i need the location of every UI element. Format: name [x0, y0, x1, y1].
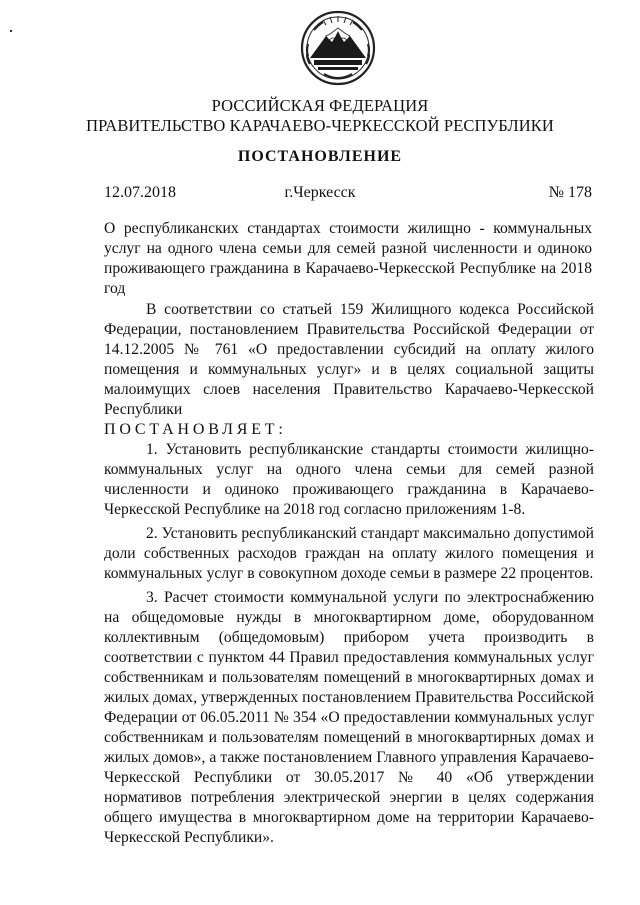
- item-paragraph-1: 1. Установить республиканские стандарты стоимости жилищно-коммунальных услуг на одного члена семьи для семей разной численности и одиноко проживающего гражданина в Карачаево-Черкесской Республике на 2018 год согласно приложениям 1-8.: [104, 441, 594, 518]
- preamble-paragraph: В соответствии со статьей 159 Жилищного кодекса Российской Федерации, постановлением Правительства Российской Федерации от 14.12.2005 № 761 «О предоставлении субсидий на оплату жилого помещения и коммунальных услуг» и в целях социальной защиты малоимущих слоев населения Правительство Карачаево-Черкесской Республики: [104, 301, 594, 418]
- document-body: [104, 300, 594, 848]
- coat-of-arms-icon: [298, 8, 378, 88]
- header-government: ПРАВИТЕЛЬСТВО КАРАЧАЕВО-ЧЕРКЕССКОЙ РЕСПУБЛИКИ: [86, 116, 554, 135]
- document-city: г.Черкесск: [284, 184, 356, 201]
- item-paragraph-3: 3. Расчет стоимости коммунальной услуги по электроснабжению на общедомовые нужды в многоквартирном доме, оборудованном коллективным (общедомовым) прибором учета производить в соответствии с пунктом 44 Правил предоставления коммунальных услуг собственникам и пользователям помещений в многоквартирных домах и жилых домах, утвержденных постановлением Правительства Российской Федерации от 06.05.2011 № 354 «О предоставлении коммунальных услуг собственникам и пользователям помещений в многоквартирных домах и жилых домов», а также постановлением Главного управления Карачаево-Черкесской Республики от 30.05.2017 № 40 «Об утверждении нормативов потребления электрической энергии в целях содержания общего имущества в многоквартирном доме на территории Карачаево-Черкесской Республики».: [104, 589, 594, 846]
- document-subject: О республиканских стандартах стоимости жилищно - коммунальных услуг на одного члена семьи для семей разной численности и одиноко проживающего гражданина в Карачаево-Черкесской Республике на 2018 год: [104, 220, 592, 297]
- scan-speck: [10, 30, 12, 32]
- document-number: № 178: [548, 184, 592, 201]
- resolves-heading: ПОСТАНОВЛЯЕТ:: [104, 421, 287, 438]
- header-country: РОССИЙСКАЯ ФЕДЕРАЦИЯ: [211, 96, 429, 115]
- document-date: 12.07.2018: [104, 184, 176, 201]
- document-title: ПОСТАНОВЛЕНИЕ: [237, 148, 403, 165]
- item-paragraph-2: 2. Установить республиканский стандарт максимально допустимой доли собственных расходов граждан на оплату жилого помещения и коммунальных услуг в совокупном доходе семьи в размере 22 процентов.: [104, 525, 594, 582]
